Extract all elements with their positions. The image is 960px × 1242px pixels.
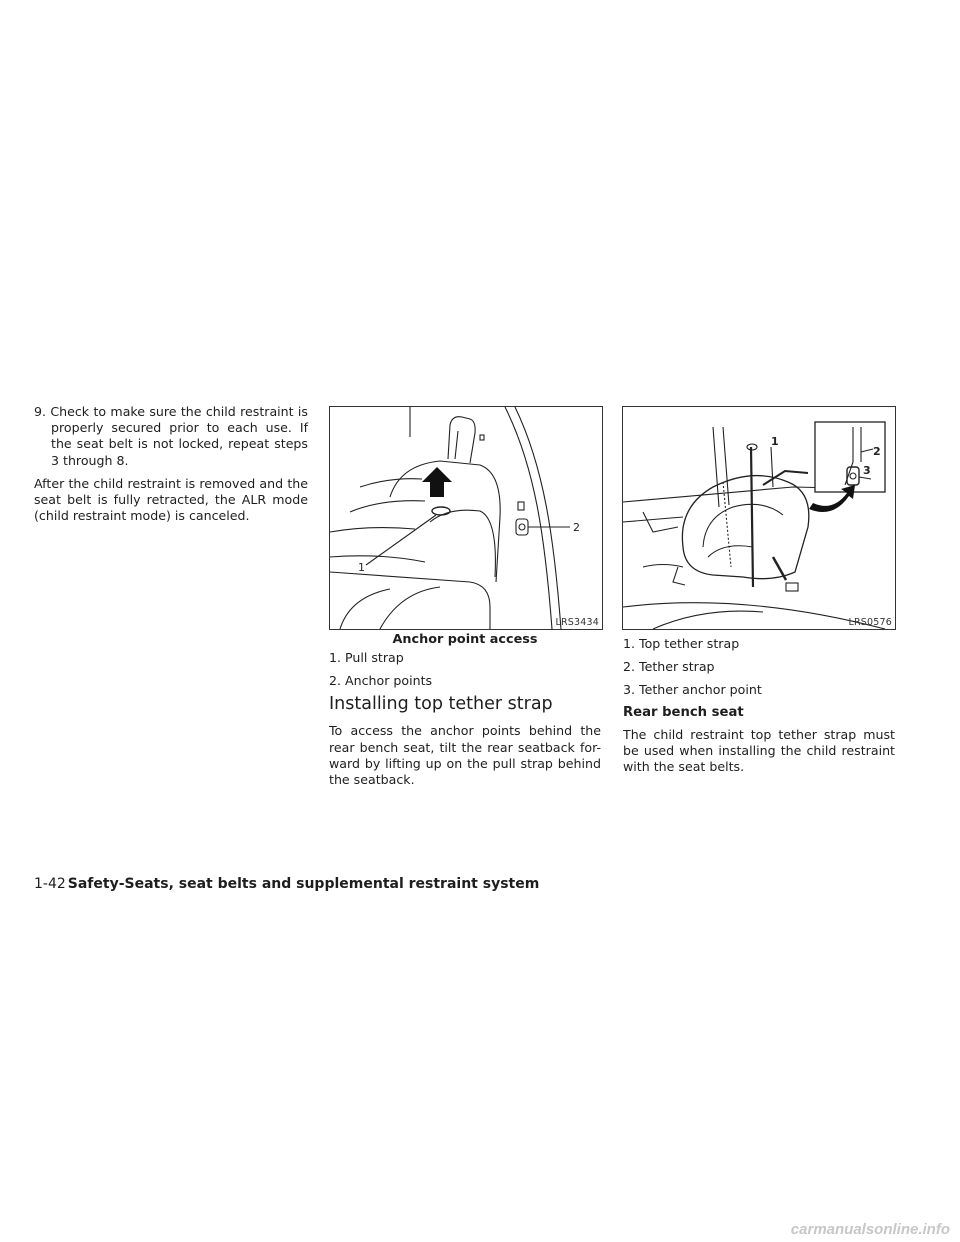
- list-item: 2. Anchor points: [329, 673, 433, 689]
- callout-2: 2: [873, 445, 881, 458]
- step-9: 9. Check to make sure the child restraint is properly secured prior to each use. If the seat belt is not locked, repeat steps 3 through 8.: [34, 404, 308, 468]
- list-item: 1. Top tether strap: [623, 636, 740, 651]
- seat-illustration: [330, 407, 602, 629]
- callout-1: 1: [771, 435, 779, 448]
- tether-illustration: [623, 407, 895, 629]
- list-item: 1. Pull strap: [329, 650, 404, 665]
- section-body: To access the anchor points behind the rear bench seat, tilt the rear seatback for-ward by lifting up on the pull strap behind the seatback.: [329, 723, 601, 788]
- page-footer: [34, 876, 539, 892]
- subsection-heading: Rear bench seat: [623, 704, 744, 720]
- figure-code: LRS0576: [848, 617, 892, 628]
- page-number: 1-42: [34, 876, 66, 892]
- callout-3: 3: [863, 464, 871, 477]
- callout-1: 1: [358, 561, 365, 574]
- figure-caption: Anchor point access: [392, 632, 538, 647]
- alr-paragraph: After the child restraint is removed and the seat belt is fully retracted, the ALR mode (child restraint mode) is canceled.: [34, 475, 308, 524]
- watermark: carmanualsonline.info: [790, 1221, 950, 1238]
- section-heading: Installing top tether strap: [329, 694, 553, 715]
- up-arrow-icon: [422, 467, 452, 497]
- subsection-body: The child restraint top tether strap must be used when installing the child restraint with the seat belts.: [623, 726, 895, 775]
- figure-code: LRS3434: [555, 617, 599, 628]
- list-item: 3. Tether anchor point: [623, 682, 762, 698]
- right-column: [623, 636, 895, 775]
- figure-top-tether: [622, 406, 896, 630]
- chapter-title: Safety-Seats, seat belts and supplemental restraint system: [67, 876, 540, 892]
- list-item: 2. Tether strap: [623, 659, 715, 675]
- callout-2: 2: [573, 521, 580, 534]
- figure-anchor-point-access: [329, 406, 603, 630]
- middle-column: [329, 650, 601, 788]
- left-column: [34, 404, 308, 524]
